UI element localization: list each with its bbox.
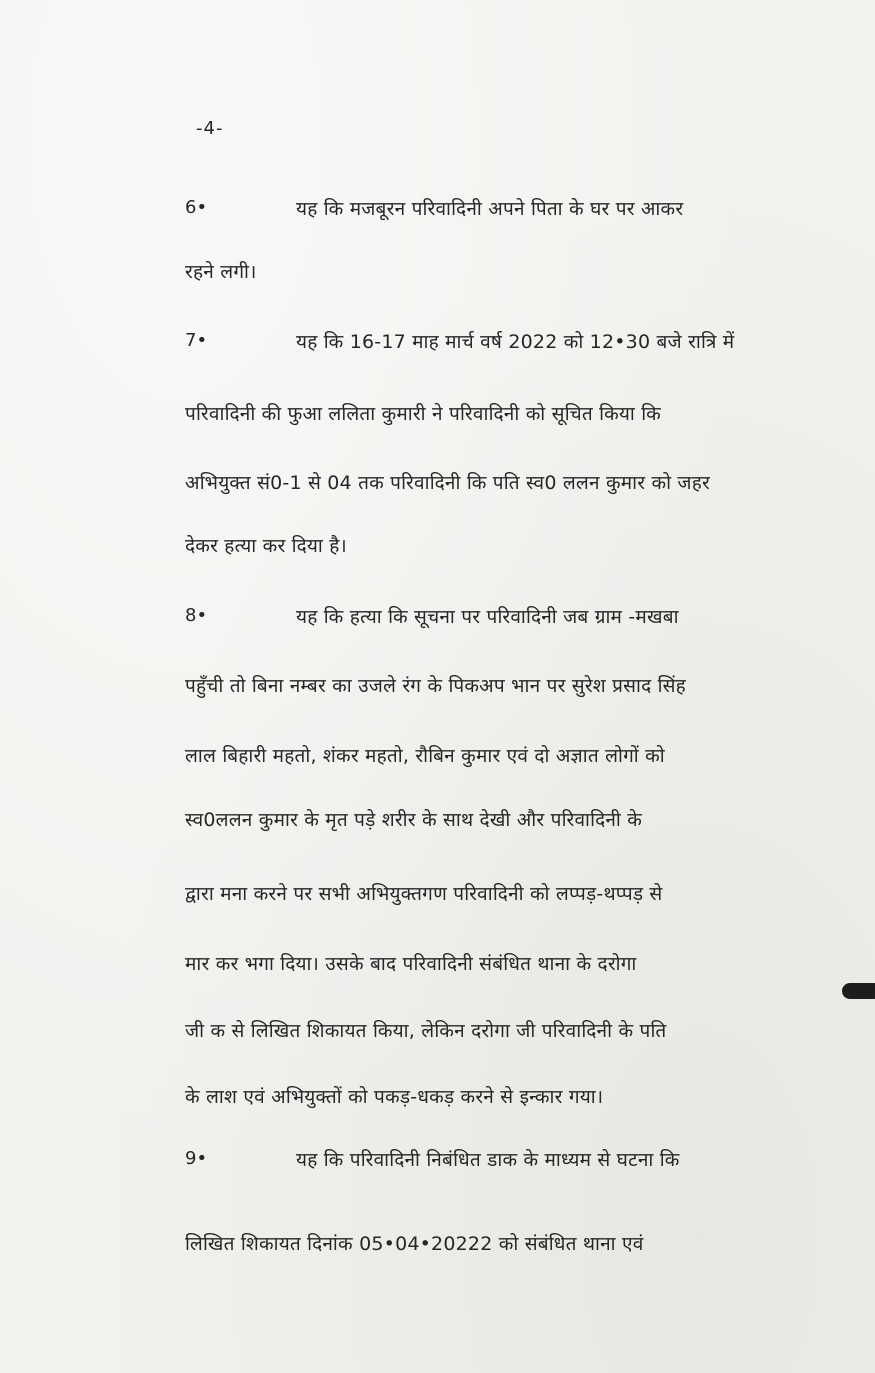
paragraph-6-line-2: रहने लगी। (185, 261, 257, 283)
paragraph-9-line-1: यह कि परिवादिनी निबंधित डाक के माध्यम से घटना कि (296, 1149, 680, 1171)
paragraph-8-line-1: यह कि हत्या कि सूचना पर परिवादिनी जब ग्राम -मखबा (296, 606, 679, 628)
paragraph-6-line-1: यह कि मजबूरन परिवादिनी अपने पिता के घर पर आकर (296, 198, 684, 220)
paragraph-9-line-2: लिखित शिकायत दिनांक 05•04•20222 को संबंधित थाना एवं (185, 1233, 644, 1255)
paragraph-9-number: 9• (185, 1148, 208, 1169)
paragraph-8-line-3: लाल बिहारी महतो, शंकर महतो, रौबिन कुमार एवं दो अज्ञात लोगों को (185, 745, 665, 767)
paragraph-8-line-7: जी क से लिखित शिकायत किया, लेकिन दरोगा जी परिवादिनी के पति (185, 1020, 667, 1042)
paragraph-8-line-5: द्वारा मना करने पर सभी अभियुक्तगण परिवादिनी को लप्पड़-थप्पड़ से (185, 883, 663, 905)
paragraph-8-line-2: पहुँची तो बिना नम्बर का उजले रंग के पिकअप भान पर सुरेश प्रसाद सिंह (185, 675, 686, 697)
paragraph-7-line-1: यह कि 16-17 माह मार्च वर्ष 2022 को 12•30 बजे रात्रि में (296, 331, 735, 353)
paragraph-7-line-3: अभियुक्त सं0-1 से 04 तक परिवादिनी कि पति स्व0 ललन कुमार को जहर (185, 472, 710, 494)
ink-smudge (842, 983, 875, 999)
paragraph-7-number: 7• (185, 330, 208, 351)
page-number: -4- (196, 118, 224, 139)
paragraph-7-line-2: परिवादिनी की फुआ ललिता कुमारी ने परिवादिनी को सूचित किया कि (185, 403, 661, 425)
paragraph-7-line-4: देकर हत्या कर दिया है। (185, 535, 347, 557)
paragraph-8-line-4: स्व0ललन कुमार के मृत पड़े शरीर के साथ देखी और परिवादिनी के (185, 809, 643, 831)
paragraph-6-number: 6• (185, 197, 208, 218)
paragraph-8-line-6: मार कर भगा दिया। उसके बाद परिवादिनी संबंधित थाना के दरोगा (185, 953, 637, 975)
paragraph-8-line-8: के लाश एवं अभियुक्तों को पकड़-धकड़ करने से इन्कार गया। (185, 1086, 604, 1108)
paragraph-8-number: 8• (185, 605, 208, 626)
